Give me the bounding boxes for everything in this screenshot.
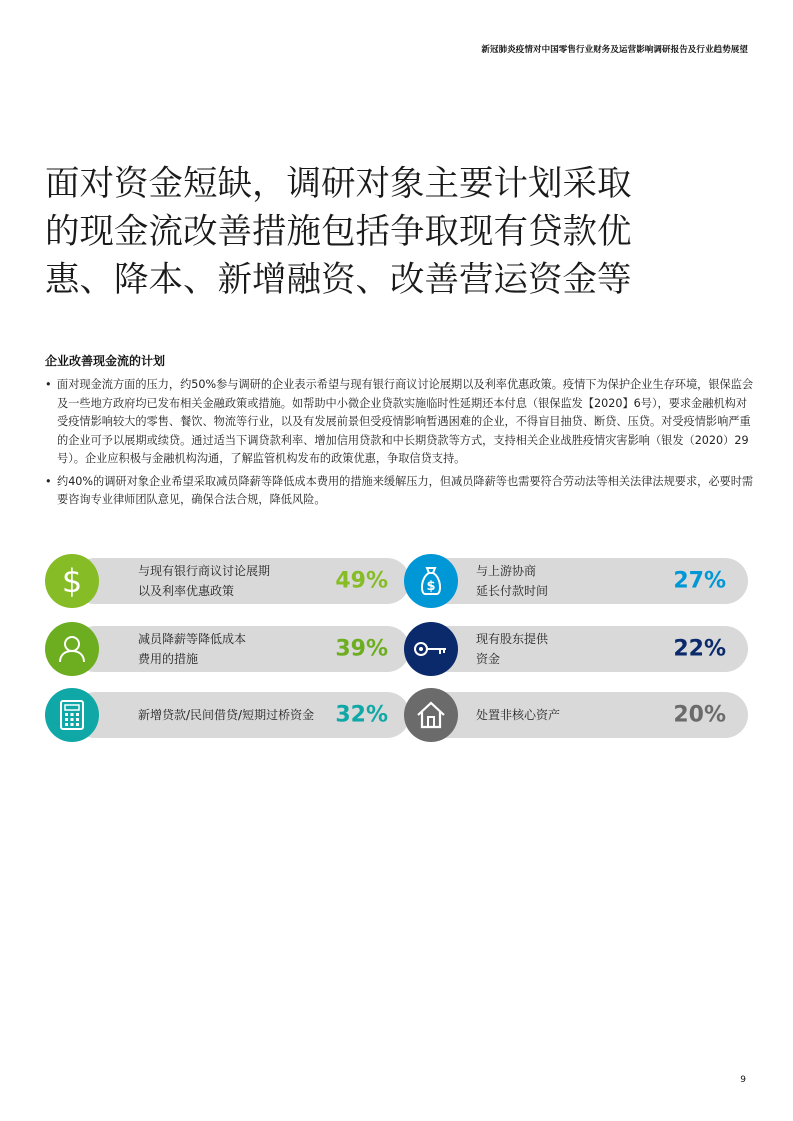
stat-percent: 49% [335, 568, 388, 594]
calculator-icon [45, 688, 99, 742]
stat-label [138, 629, 246, 669]
title-line: 面对资金短缺，调研对象主要计划采取 [45, 164, 632, 204]
stat-label-line: 与上游协商 [476, 564, 537, 578]
house-icon [404, 688, 458, 742]
bullet-list [45, 376, 755, 514]
stat-label-line: 资金 [476, 652, 501, 666]
stat-bar-new-loans [72, 692, 410, 738]
stat-percent: 39% [335, 636, 388, 662]
stat-label-line: 延长付款时间 [476, 584, 549, 598]
svg-text:$: $ [61, 564, 83, 598]
stat-label-line: 与现有银行商议讨论展期 [138, 564, 271, 578]
stat-label [476, 561, 548, 601]
running-header: 新冠肺炎疫情对中国零售行业财务及运营影响调研报告及行业趋势展望 [481, 45, 748, 55]
stat-label-line: 以及利率优惠政策 [138, 584, 235, 598]
stat-label [476, 705, 560, 725]
person-icon [45, 622, 99, 676]
dollar-icon [45, 554, 99, 608]
stat-percent: 32% [335, 702, 388, 728]
stat-percent: 27% [673, 568, 726, 594]
stat-bar-cost-cutting [72, 626, 410, 672]
page-title [45, 160, 745, 304]
stat-label [138, 705, 314, 725]
stat-bar-supplier-payment [410, 558, 748, 604]
stat-percent: 22% [673, 636, 726, 662]
section-heading: 企业改善现金流的计划 [45, 354, 166, 368]
money-bag-icon [404, 554, 458, 608]
stat-label-line: 减员降薪等降低成本 [138, 632, 247, 646]
stat-label [138, 561, 270, 601]
stat-label-line: 现有股东提供 [476, 632, 549, 646]
stat-label-line: 费用的措施 [138, 652, 199, 666]
bullet-item: • 约40%的调研对象企业希望采取减员降薪等降低成本费用的措施来缓解压力，但减员降薪等也需要符合劳动法等相关法律法规要求，必要时需要咨询专业律师团队意见，确保合法合规，降低风险。 [45, 473, 755, 510]
stat-bar-asset-disposal [410, 692, 748, 738]
stat-bar-bank-negotiation [72, 558, 410, 604]
stat-label-line: 处置非核心资产 [476, 708, 561, 722]
title-line: 的现金流改善措施包括争取现有贷款优 [45, 212, 632, 252]
stat-percent: 20% [673, 702, 726, 728]
key-icon [404, 622, 458, 676]
svg-text:$: $ [426, 579, 436, 594]
title-line: 惠、降本、新增融资、改善营运资金等 [45, 260, 632, 300]
stat-bar-shareholder-funding [410, 626, 748, 672]
bullet-item: • 面对现金流方面的压力，约50%参与调研的企业表示希望与现有银行商议讨论展期以及利率优惠政策。疫情下为保护企业生存环境，银保监会及一些地方政府均已发布相关金融政策或措施。如帮助中小微企业贷款实施临时性延期还本付息（银保监发【2020】6号），要求金融机构对受疫情影响较大的零售、餐饮、物流等行业，以及有发展前景但受疫情影响暂遇困难的企业，不得盲目抽贷、断贷、压贷。对受疫情影响严重的企业可予以展期或续贷。通过适当下调贷款利率、增加信用贷款和中长期贷款等方式，支持相关企业战胜疫情灾害影响（银发（2020）29号）。企业应积极与金融机构沟通，了解监管机构发布的政策优惠，争取信贷支持。 [45, 376, 755, 469]
stat-label-line: 新增贷款/民间借贷/短期过桥资金 [138, 708, 315, 722]
page-number: 9 [740, 1075, 746, 1085]
stat-label [476, 629, 548, 669]
